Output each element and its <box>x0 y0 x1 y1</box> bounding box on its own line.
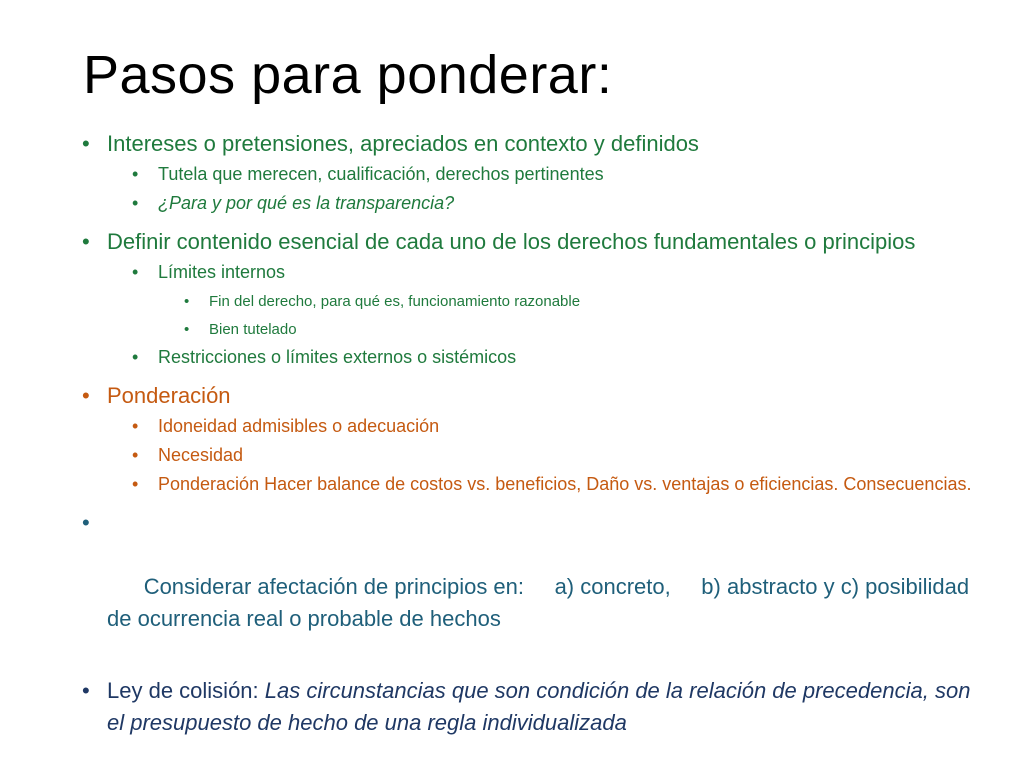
sub-bullet-text: Límites internos <box>158 262 286 282</box>
sub-bullet-text: ¿Para y por qué es la transparencia? <box>158 193 455 213</box>
bullet-icon: • <box>82 131 90 156</box>
bullet-text: Considerar afectación de principios en: a) concreto, b) abstracto y c) posibilidad de ocurrencia real o probable de hechos <box>107 574 976 631</box>
bullet-icon: • <box>184 293 190 310</box>
slide-title: Pasos para ponderar: <box>83 45 613 105</box>
bullet-definir-contenido <box>82 226 982 258</box>
subsub-bullet-fin-derecho <box>82 287 982 317</box>
sub-bullet-text: Necesidad <box>158 445 244 465</box>
bullet-icon: • <box>132 416 139 436</box>
bullet-icon: • <box>132 347 139 367</box>
sub-bullet-text: Idoneidad admisibles o adecuación <box>158 416 440 436</box>
sub-bullet-balance <box>82 470 982 499</box>
sub-bullet-text: Restricciones o límites externos o sistémicos <box>158 347 517 367</box>
bullet-text: Ponderación <box>107 383 231 408</box>
bullet-lead-text: Ley de colisión: <box>107 678 265 703</box>
sub-bullet-idoneidad <box>82 412 982 441</box>
sub-bullet-transparencia <box>82 189 982 218</box>
bullet-text: Intereses o pretensiones, apreciados en contexto y definidos <box>107 131 699 156</box>
bullet-icon: • <box>132 262 139 282</box>
subsub-bullet-bien-tutelado <box>82 317 982 343</box>
bullet-icon: • <box>82 678 90 703</box>
sub-bullet-text: Tutela que merecen, cualificación, derechos pertinentes <box>158 164 604 184</box>
subsub-bullet-text: Bien tutelado <box>209 321 297 338</box>
sub-bullet-text: Ponderación Hacer balance de costos vs. beneficios, Daño vs. ventajas o eficiencias. Consecuencias. <box>158 474 972 494</box>
bullet-intereses <box>82 128 982 160</box>
bullet-icon: • <box>82 383 90 408</box>
slide-content <box>82 128 982 739</box>
bullet-icon: • <box>132 474 139 494</box>
bullet-ponderacion <box>82 380 982 412</box>
bullet-icon: • <box>82 229 90 254</box>
bullet-text: Definir contenido esencial de cada uno de los derechos fundamentales o principios <box>107 229 916 254</box>
bullet-icon: • <box>132 193 139 213</box>
bullet-icon: • <box>132 445 139 465</box>
bullet-icon: • <box>184 321 190 338</box>
sub-bullet-tutela <box>82 160 982 189</box>
bullet-ley-colision <box>82 675 982 739</box>
sub-bullet-necesidad <box>82 441 982 470</box>
bullet-icon: • <box>132 164 139 184</box>
sub-bullet-limites-internos <box>82 258 982 287</box>
sub-bullet-restricciones <box>82 343 982 372</box>
bullet-icon: • <box>82 510 90 535</box>
bullet-emphasis-text: Las circunstancias que son condición de la relación de precedencia, son el presupuesto de hecho de una regla individualizada <box>107 678 971 735</box>
subsub-bullet-text: Fin del derecho, para qué es, funcionamiento razonable <box>209 293 581 310</box>
bullet-considerar-afectacion <box>82 507 982 667</box>
